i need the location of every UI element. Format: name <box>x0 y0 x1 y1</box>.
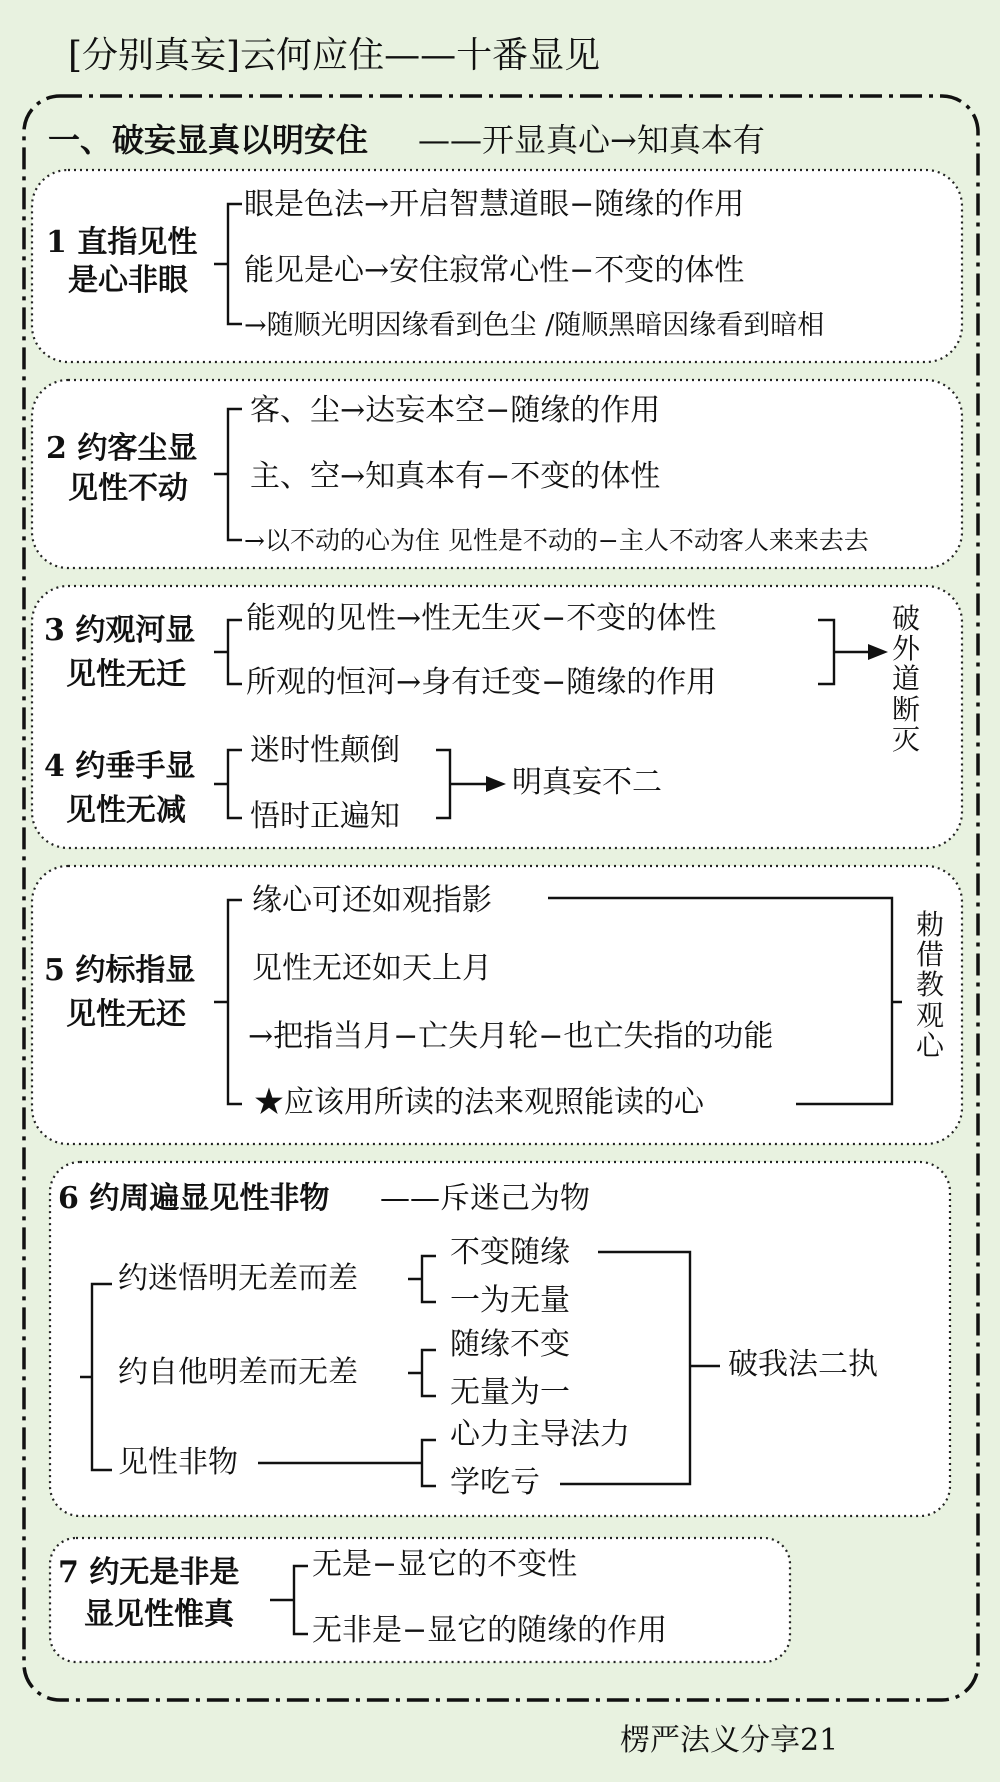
section-heading-sub: ——开显真心→知真本有 <box>418 121 765 159</box>
section-1-label-line-1: 1 直指见性 <box>46 225 198 260</box>
section-7-item-2: 无非是−显它的随缘的作用 <box>312 1613 668 1648</box>
section-4-item-2: 悟时正遍知 <box>250 799 400 834</box>
section-6-group-2-item-1: 随缘不变 <box>450 1327 570 1362</box>
section-6-group-3-item-1: 心力主导法力 <box>450 1417 630 1452</box>
section-3-label-line-2: 见性无迁 <box>66 657 186 692</box>
section-2-label-line-1: 2 约客尘显 <box>46 431 198 466</box>
section-2-item-2: 主、空→知真本有−不变的体性 <box>250 459 661 494</box>
section-1-item-3: →随顺光明因缘看到色尘 /随顺黑暗因缘看到暗相 <box>244 310 825 341</box>
section-5-label-line-1: 5 约标指显 <box>44 953 196 988</box>
section-1-label-line-2: 是心非眼 <box>68 263 188 298</box>
section-heading-main: 一、破妄显真以明安住 <box>48 121 369 159</box>
section-6-group-2-label: 约自他明差而无差 <box>118 1355 358 1390</box>
section-6-group-3-label: 见性非物 <box>118 1445 238 1480</box>
section-1-item-1: 眼是色法→开启智慧道眼−随缘的作用 <box>244 187 745 222</box>
section-6-group-2-item-2: 无量为一 <box>450 1375 570 1410</box>
section-6-result: 破我法二执 <box>728 1347 878 1382</box>
section-6-group-1-item-1: 不变随缘 <box>450 1235 570 1270</box>
section-1-item-2: 能见是心→安住寂常心性−不变的体性 <box>244 253 745 288</box>
section-4-label-line-1: 4 约垂手显 <box>44 749 196 784</box>
section-6-title-sub: ——斥迷己为物 <box>380 1181 590 1216</box>
section-7-label-line-2: 显见性惟真 <box>84 1597 234 1632</box>
section-3-result: 破外道断灭 <box>891 602 920 756</box>
section-5-item-1: 缘心可还如观指影 <box>252 883 492 918</box>
section-6-group-1-label: 约迷悟明无差而差 <box>118 1261 358 1296</box>
section-7-item-1: 无是−显它的不变性 <box>312 1547 578 1582</box>
section-5-label-line-2: 见性无还 <box>66 997 186 1032</box>
section-4-item-1: 迷时性颠倒 <box>250 733 400 768</box>
footer-caption: 楞严法义分享21 <box>620 1723 839 1758</box>
section-2-label-line-2: 见性不动 <box>68 471 188 506</box>
section-5-result: 勅借教观心 <box>915 908 944 1062</box>
section-5-item-2: 见性无还如天上月 <box>252 951 492 986</box>
section-6-title-main: 6 约周遍显见性非物 <box>58 1181 330 1216</box>
section-5-item-3: →把指当月−亡失月轮−也亡失指的功能 <box>248 1019 774 1054</box>
section-7-label-line-1: 7 约无是非是 <box>58 1555 240 1590</box>
section-4-label-line-2: 见性无减 <box>66 793 186 828</box>
section-2-item-1: 客、尘→达妄本空−随缘的作用 <box>250 393 661 428</box>
section-3-label-line-1: 3 约观河显 <box>44 613 196 648</box>
section-3-item-2: 所观的恒河→身有迁变−随缘的作用 <box>246 665 717 700</box>
section-6-group-1-item-2: 一为无量 <box>450 1283 570 1318</box>
section-4-result: 明真妄不二 <box>512 765 662 800</box>
section-3-item-1: 能观的见性→性无生灭−不变的体性 <box>246 601 717 636</box>
page-title: [分别真妄]云何应住——十番显见 <box>68 35 601 76</box>
section-6-group-3-item-2: 学吃亏 <box>450 1465 540 1500</box>
section-2-item-3: →以不动的心为住 见性是不动的−主人不动客人来来去去 <box>244 526 869 555</box>
section-5-item-4: ★应该用所读的法来观照能读的心 <box>254 1085 704 1120</box>
